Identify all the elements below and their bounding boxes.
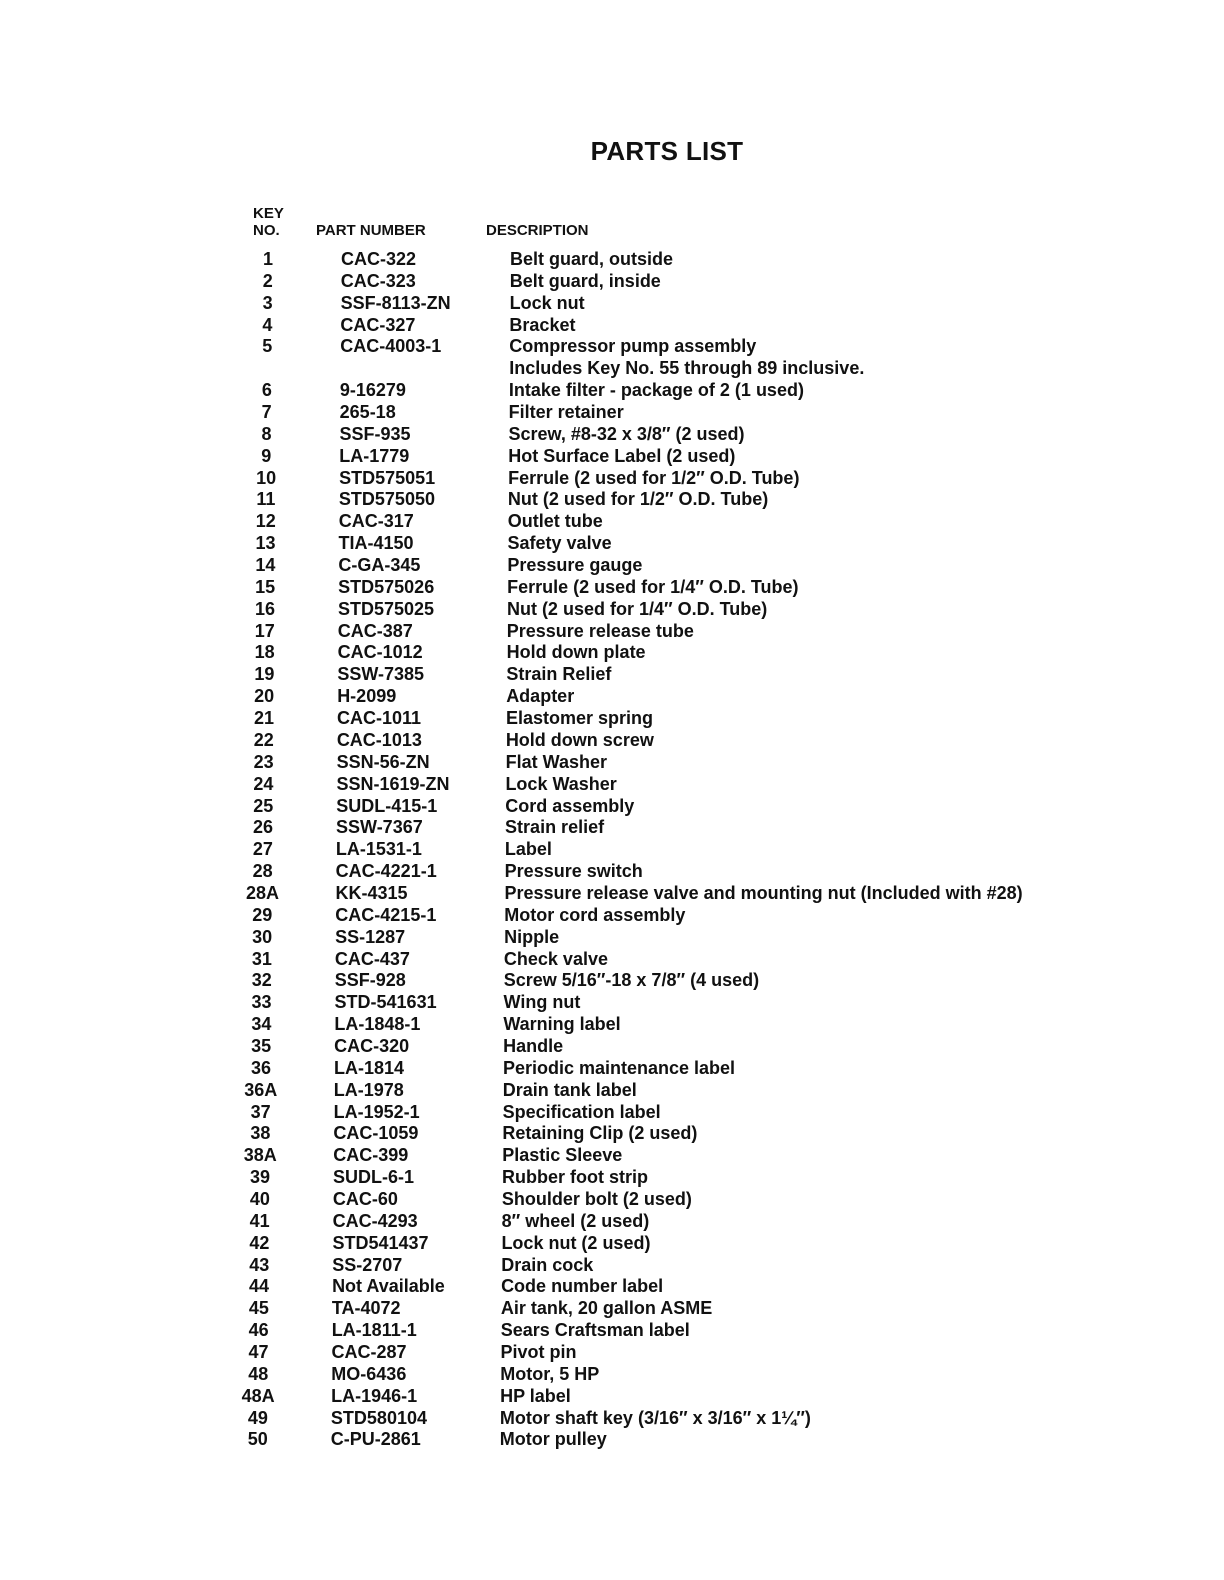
page-title: PARTS LIST: [590, 136, 744, 166]
key-number: 46: [248, 1320, 269, 1341]
key-number: 31: [251, 948, 272, 969]
key-number: 28: [252, 861, 273, 882]
part-description: Motor, 5 HP: [500, 1363, 600, 1384]
part-description: Belt guard, inside: [509, 270, 661, 291]
part-description: Warning label: [503, 1014, 621, 1035]
part-number: 9-16279: [339, 380, 406, 401]
key-number: 10: [256, 467, 277, 488]
key-header-line1: KEY: [253, 205, 284, 222]
key-number: 1: [262, 249, 273, 269]
key-number: 48: [248, 1363, 269, 1384]
part-number: CAC-327: [340, 314, 416, 335]
part-number: LA-1811-1: [331, 1320, 417, 1341]
key-number: 23: [253, 751, 274, 772]
part-description: Motor pulley: [499, 1429, 607, 1450]
part-number: CAC-4215-1: [335, 904, 437, 925]
part-number: LA-1779: [339, 445, 410, 466]
key-number: 41: [249, 1210, 270, 1231]
part-description: Hold down plate: [506, 642, 646, 663]
key-number: 38A: [243, 1145, 277, 1166]
key-number: 20: [254, 686, 275, 707]
part-description: Specification label: [502, 1101, 661, 1122]
key-number: 26: [253, 817, 274, 838]
part-number: KK-4315: [335, 882, 408, 903]
part-number: SUDL-415-1: [336, 795, 438, 816]
part-number: LA-1978: [333, 1079, 404, 1100]
key-number: 35: [251, 1035, 272, 1056]
part-description: Nipple: [504, 926, 560, 947]
part-description: Pivot pin: [500, 1342, 577, 1362]
part-number: LA-1814: [333, 1057, 404, 1078]
description-header: DESCRIPTION: [486, 222, 589, 239]
key-number: 16: [254, 598, 275, 619]
part-description: Air tank, 20 gallon ASME: [500, 1298, 713, 1319]
part-description: Filter retainer: [508, 402, 624, 423]
part-description: Motor shaft key (3/16″ x 3/16″ x 1¼″): [499, 1407, 811, 1428]
part-number: TA-4072: [331, 1298, 401, 1319]
part-number: LA-1952-1: [333, 1101, 420, 1122]
part-description: Nut (2 used for 1/2″ O.D. Tube): [507, 489, 769, 510]
key-number: 37: [250, 1101, 271, 1122]
part-number: STD575051: [339, 467, 436, 488]
part-number: CAC-1012: [337, 642, 423, 663]
part-number: SSF-8113-ZN: [340, 292, 451, 313]
key-number: 12: [255, 511, 276, 532]
part-number: SSW-7367: [336, 817, 423, 838]
key-number: 17: [254, 620, 275, 641]
key-number: 2: [262, 270, 273, 291]
part-number: SSN-1619-ZN: [336, 773, 450, 794]
part-number: SS-1287: [335, 926, 406, 947]
part-description: Pressure release tube: [506, 620, 694, 641]
key-number: 6: [261, 380, 272, 401]
key-number: 13: [255, 533, 276, 554]
key-number: 11: [256, 489, 276, 510]
part-description: Intake filter - package of 2 (1 used): [508, 380, 804, 401]
key-number: 47: [248, 1342, 269, 1362]
key-number: 25: [253, 795, 274, 816]
part-description: Plastic Sleeve: [502, 1145, 623, 1166]
part-description: Screw 5/16″-18 x 7/8″ (4 used): [503, 970, 760, 991]
key-number: 7: [261, 402, 272, 423]
part-description: Ferrule (2 used for 1/4″ O.D. Tube): [507, 576, 799, 597]
part-description: Nut (2 used for 1/4″ O.D. Tube): [506, 598, 768, 619]
part-number: CAC-1011: [337, 708, 422, 729]
part-number: SSF-935: [339, 423, 411, 444]
part-description: Code number label: [501, 1276, 664, 1297]
part-number: CAC-399: [333, 1145, 409, 1166]
part-number: LA-1848-1: [334, 1014, 421, 1035]
part-description: Pressure release valve and mounting nut (Included with #28): [504, 882, 1023, 903]
part-description: Lock Washer: [505, 773, 617, 794]
part-description: 8″ wheel (2 used): [501, 1210, 650, 1231]
part-number: CAC-4221-1: [335, 861, 437, 882]
part-number: Not Available: [332, 1276, 445, 1297]
part-description: Pressure gauge: [507, 555, 643, 576]
key-no-header: [253, 205, 284, 239]
part-number-header: PART NUMBER: [316, 222, 426, 239]
part-description: Pressure switch: [504, 861, 643, 882]
part-number: SSW-7385: [337, 664, 425, 685]
part-number: CAC-287: [331, 1342, 407, 1362]
part-number: 265-18: [339, 402, 396, 423]
key-number: 29: [252, 904, 273, 925]
part-description: Lock nut: [509, 292, 585, 313]
part-description: Strain relief: [505, 817, 605, 838]
part-number: STD541437: [332, 1232, 429, 1253]
part-description: Compressor pump assembly: [509, 336, 757, 357]
key-number: 27: [252, 839, 273, 860]
key-number: 18: [254, 642, 275, 663]
part-number: TIA-4150: [338, 533, 414, 554]
key-number: 19: [254, 664, 275, 685]
part-description: Rubber foot strip: [502, 1167, 649, 1188]
part-description: Cord assembly: [505, 795, 635, 816]
part-description: Outlet tube: [507, 511, 603, 532]
key-number: 9: [261, 445, 272, 466]
part-number: CAC-4293: [332, 1210, 418, 1231]
part-description: Belt guard, outside: [510, 249, 674, 269]
part-number: STD-541631: [334, 992, 437, 1013]
part-description: Retaining Clip (2 used): [502, 1123, 698, 1144]
key-number: 39: [250, 1167, 271, 1188]
part-description: Periodic maintenance label: [502, 1057, 736, 1078]
part-number: CAC-322: [341, 249, 417, 269]
part-description: Lock nut (2 used): [501, 1232, 651, 1253]
part-number: CAC-437: [334, 948, 410, 969]
part-description: Label: [504, 839, 552, 860]
part-number: H-2099: [337, 686, 397, 707]
key-number: 36: [250, 1057, 271, 1078]
part-number: LA-1531-1: [335, 839, 422, 860]
key-number: 15: [255, 576, 276, 597]
part-number: SS-2707: [332, 1254, 403, 1275]
key-number: 44: [249, 1276, 270, 1297]
part-description: Hot Surface Label (2 used): [508, 445, 736, 466]
part-number: SUDL-6-1: [333, 1167, 415, 1188]
part-number: CAC-320: [334, 1035, 410, 1056]
key-number: 50: [247, 1429, 268, 1450]
part-number: CAC-1013: [336, 729, 422, 750]
key-number: 48A: [241, 1385, 275, 1406]
part-number: STD580104: [330, 1407, 427, 1428]
key-number: 14: [255, 555, 276, 576]
key-number: 24: [253, 773, 274, 794]
part-number: CAC-60: [332, 1188, 398, 1209]
part-number: MO-6436: [331, 1363, 407, 1384]
key-number: 38: [250, 1123, 271, 1144]
part-number: C-GA-345: [338, 555, 421, 576]
key-number: 22: [253, 729, 274, 750]
part-description: Strain Relief: [506, 664, 612, 685]
part-number: CAC-387: [337, 620, 413, 641]
part-description: Hold down screw: [505, 729, 654, 750]
key-number: 40: [249, 1188, 270, 1209]
part-description: Ferrule (2 used for 1/2″ O.D. Tube): [508, 467, 800, 488]
part-number: CAC-1059: [333, 1123, 419, 1144]
key-number: 3: [262, 292, 273, 313]
part-number: SSF-928: [334, 970, 406, 991]
key-number: 21: [253, 708, 275, 729]
part-description: Drain tank label: [502, 1079, 637, 1100]
key-number: 43: [249, 1254, 270, 1275]
key-number: 30: [252, 926, 273, 947]
key-number: 32: [251, 970, 272, 991]
part-description: Safety valve: [507, 533, 612, 554]
part-description: HP label: [500, 1385, 571, 1406]
part-description-note: Includes Key No. 55 through 89 inclusive.: [509, 358, 865, 379]
key-number: 33: [251, 992, 272, 1013]
part-description: Elastomer spring: [506, 708, 654, 729]
part-number: CAC-323: [340, 270, 416, 291]
part-description: Flat Washer: [505, 751, 607, 772]
part-description: Handle: [503, 1035, 564, 1056]
part-number: STD575050: [338, 489, 435, 510]
part-number: LA-1946-1: [331, 1385, 418, 1406]
key-number: 8: [261, 423, 272, 444]
part-number: CAC-317: [338, 511, 414, 532]
part-description: Check valve: [503, 948, 608, 969]
key-number: 36A: [244, 1079, 278, 1100]
part-description: Adapter: [506, 686, 575, 707]
part-description: Drain cock: [501, 1254, 594, 1275]
part-description: Shoulder bolt (2 used): [501, 1188, 692, 1209]
key-header-line2: NO.: [253, 222, 280, 239]
key-number: 5: [262, 336, 273, 357]
part-number: SSN-56-ZN: [336, 751, 430, 772]
key-number: 42: [249, 1232, 270, 1253]
key-number: 28A: [245, 882, 279, 903]
part-number: STD575025: [337, 598, 435, 619]
key-number: 34: [251, 1014, 272, 1035]
key-number: 4: [262, 314, 273, 335]
part-description: Sears Craftsman label: [500, 1320, 690, 1341]
key-number: 49: [247, 1407, 268, 1428]
part-number: STD575026: [338, 576, 435, 597]
part-number: CAC-4003-1: [340, 336, 442, 357]
part-description: Screw, #8-32 x 3/8″ (2 used): [508, 423, 745, 444]
part-description: Bracket: [509, 314, 576, 335]
key-number: 45: [248, 1298, 269, 1319]
part-number: C-PU-2861: [330, 1429, 421, 1450]
part-description: Wing nut: [503, 992, 581, 1013]
part-description: Motor cord assembly: [504, 904, 686, 925]
